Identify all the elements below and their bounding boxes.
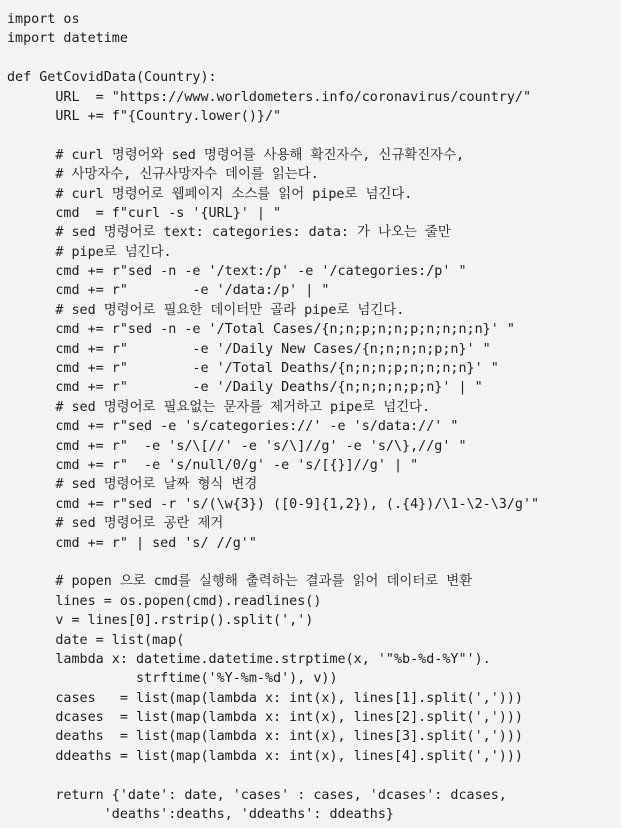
code-line: deaths = list(map(lambda x: int(x), lines[3].split(','))): [7, 729, 523, 745]
code-line: import os: [7, 12, 80, 27]
code-line: # sed 명령어로 공란 제거: [7, 516, 224, 532]
code-line: cmd = f"curl -s '{URL}' | ": [7, 205, 282, 221]
code-line: # popen 으로 cmd를 실행해 출력하는 결과를 읽어 데이터로 변환: [7, 574, 473, 590]
code-line: 'deaths':deaths, 'ddeaths': ddeaths}: [7, 807, 394, 823]
code-lines: [7, 10, 621, 824]
code-line: cmd += r"sed -n -e '/Total Cases/{n;n;p;n;n;p;n;n;n;n}' ": [7, 322, 515, 338]
code-line: date = list(map(: [7, 632, 185, 648]
code-line: # sed 명령어로 text: categories: data: 가 나오는 줄만: [7, 225, 451, 241]
code-line: return {'date': date, 'cases' : cases, 'dcases': dcases,: [7, 787, 507, 803]
code-line: lambda x: datetime.datetime.strptime(x, '"%b-%d-%Y"').: [7, 651, 491, 667]
code-line: [7, 553, 621, 572]
code-line: URL += f"{Country.lower()}/": [7, 108, 282, 124]
code-line: # sed 명령어로 날짜 형식 변경: [7, 477, 258, 493]
code-line: lines = os.popen(cmd).readlines(): [7, 593, 322, 609]
code-line: ddeaths = list(map(lambda x: int(x), lines[4].split(','))): [7, 748, 523, 764]
code-line: v = lines[0].rstrip().split(','): [7, 613, 314, 629]
code-line: # sed 명령어로 필요없는 문자를 제거하고 pipe로 넘긴다.: [7, 399, 431, 415]
code-line: cmd += r" -e '/data:/p' | ": [7, 283, 330, 299]
code-line: cmd += r" -e '/Daily Deaths/{n;n;n;n;p;n}' | ": [7, 380, 483, 396]
code-line: cmd += r" -e '/Total Deaths/{n;n;n;p;n;n;n;n}' ": [7, 361, 499, 377]
code-line: import datetime: [7, 31, 128, 47]
code-line: # 사망자수, 신규사망자수 데이를 읽는다.: [7, 167, 319, 183]
code-line: cmd += r" -e 's/null/0/g' -e 's/[{}]//g' | ": [7, 457, 419, 473]
code-line: # sed 명령어로 필요한 데이터만 골라 pipe로 넘긴다.: [7, 302, 405, 318]
code-line: cmd += r" -e 's/\[//' -e 's/\]//g' -e 's/\},//g' ": [7, 438, 467, 454]
code-line: def GetCovidData(Country):: [7, 70, 217, 86]
code-line: strftime('%Y-%m-%d'), v)): [7, 671, 338, 687]
code-line: # curl 명령어로 웹페이지 소스를 읽어 pipe로 넘긴다.: [7, 186, 413, 202]
code-line: cmd += r" -e '/Daily New Cases/{n;n;n;n;p;n}' ": [7, 341, 491, 357]
code-line: cases = list(map(lambda x: int(x), lines[1].split(','))): [7, 690, 523, 706]
code-line: [7, 49, 621, 68]
code-line: cmd += r"sed -n -e '/text:/p' -e '/categories:/p' ": [7, 264, 467, 280]
code-line: [7, 766, 621, 785]
code-line: dcases = list(map(lambda x: int(x), lines[2].split(','))): [7, 710, 523, 726]
code-line: # pipe로 넘긴다.: [7, 244, 172, 260]
code-line: cmd += r"sed -r 's/(\w{3}) ([0-9]{1,2}), (.{4})/\1-\2-\3/g'": [7, 496, 540, 512]
code-line: cmd += r"sed -e 's/categories://' -e 's/data://' ": [7, 419, 459, 435]
code-line: # curl 명령어와 sed 명령어를 사용해 확진자수, 신규확진자수,: [7, 147, 465, 163]
code-line: cmd += r" | sed 's/ //g'": [7, 535, 257, 551]
code-line: URL = "https://www.worldometers.info/coronavirus/country/": [7, 89, 532, 105]
code-line: [7, 126, 621, 145]
